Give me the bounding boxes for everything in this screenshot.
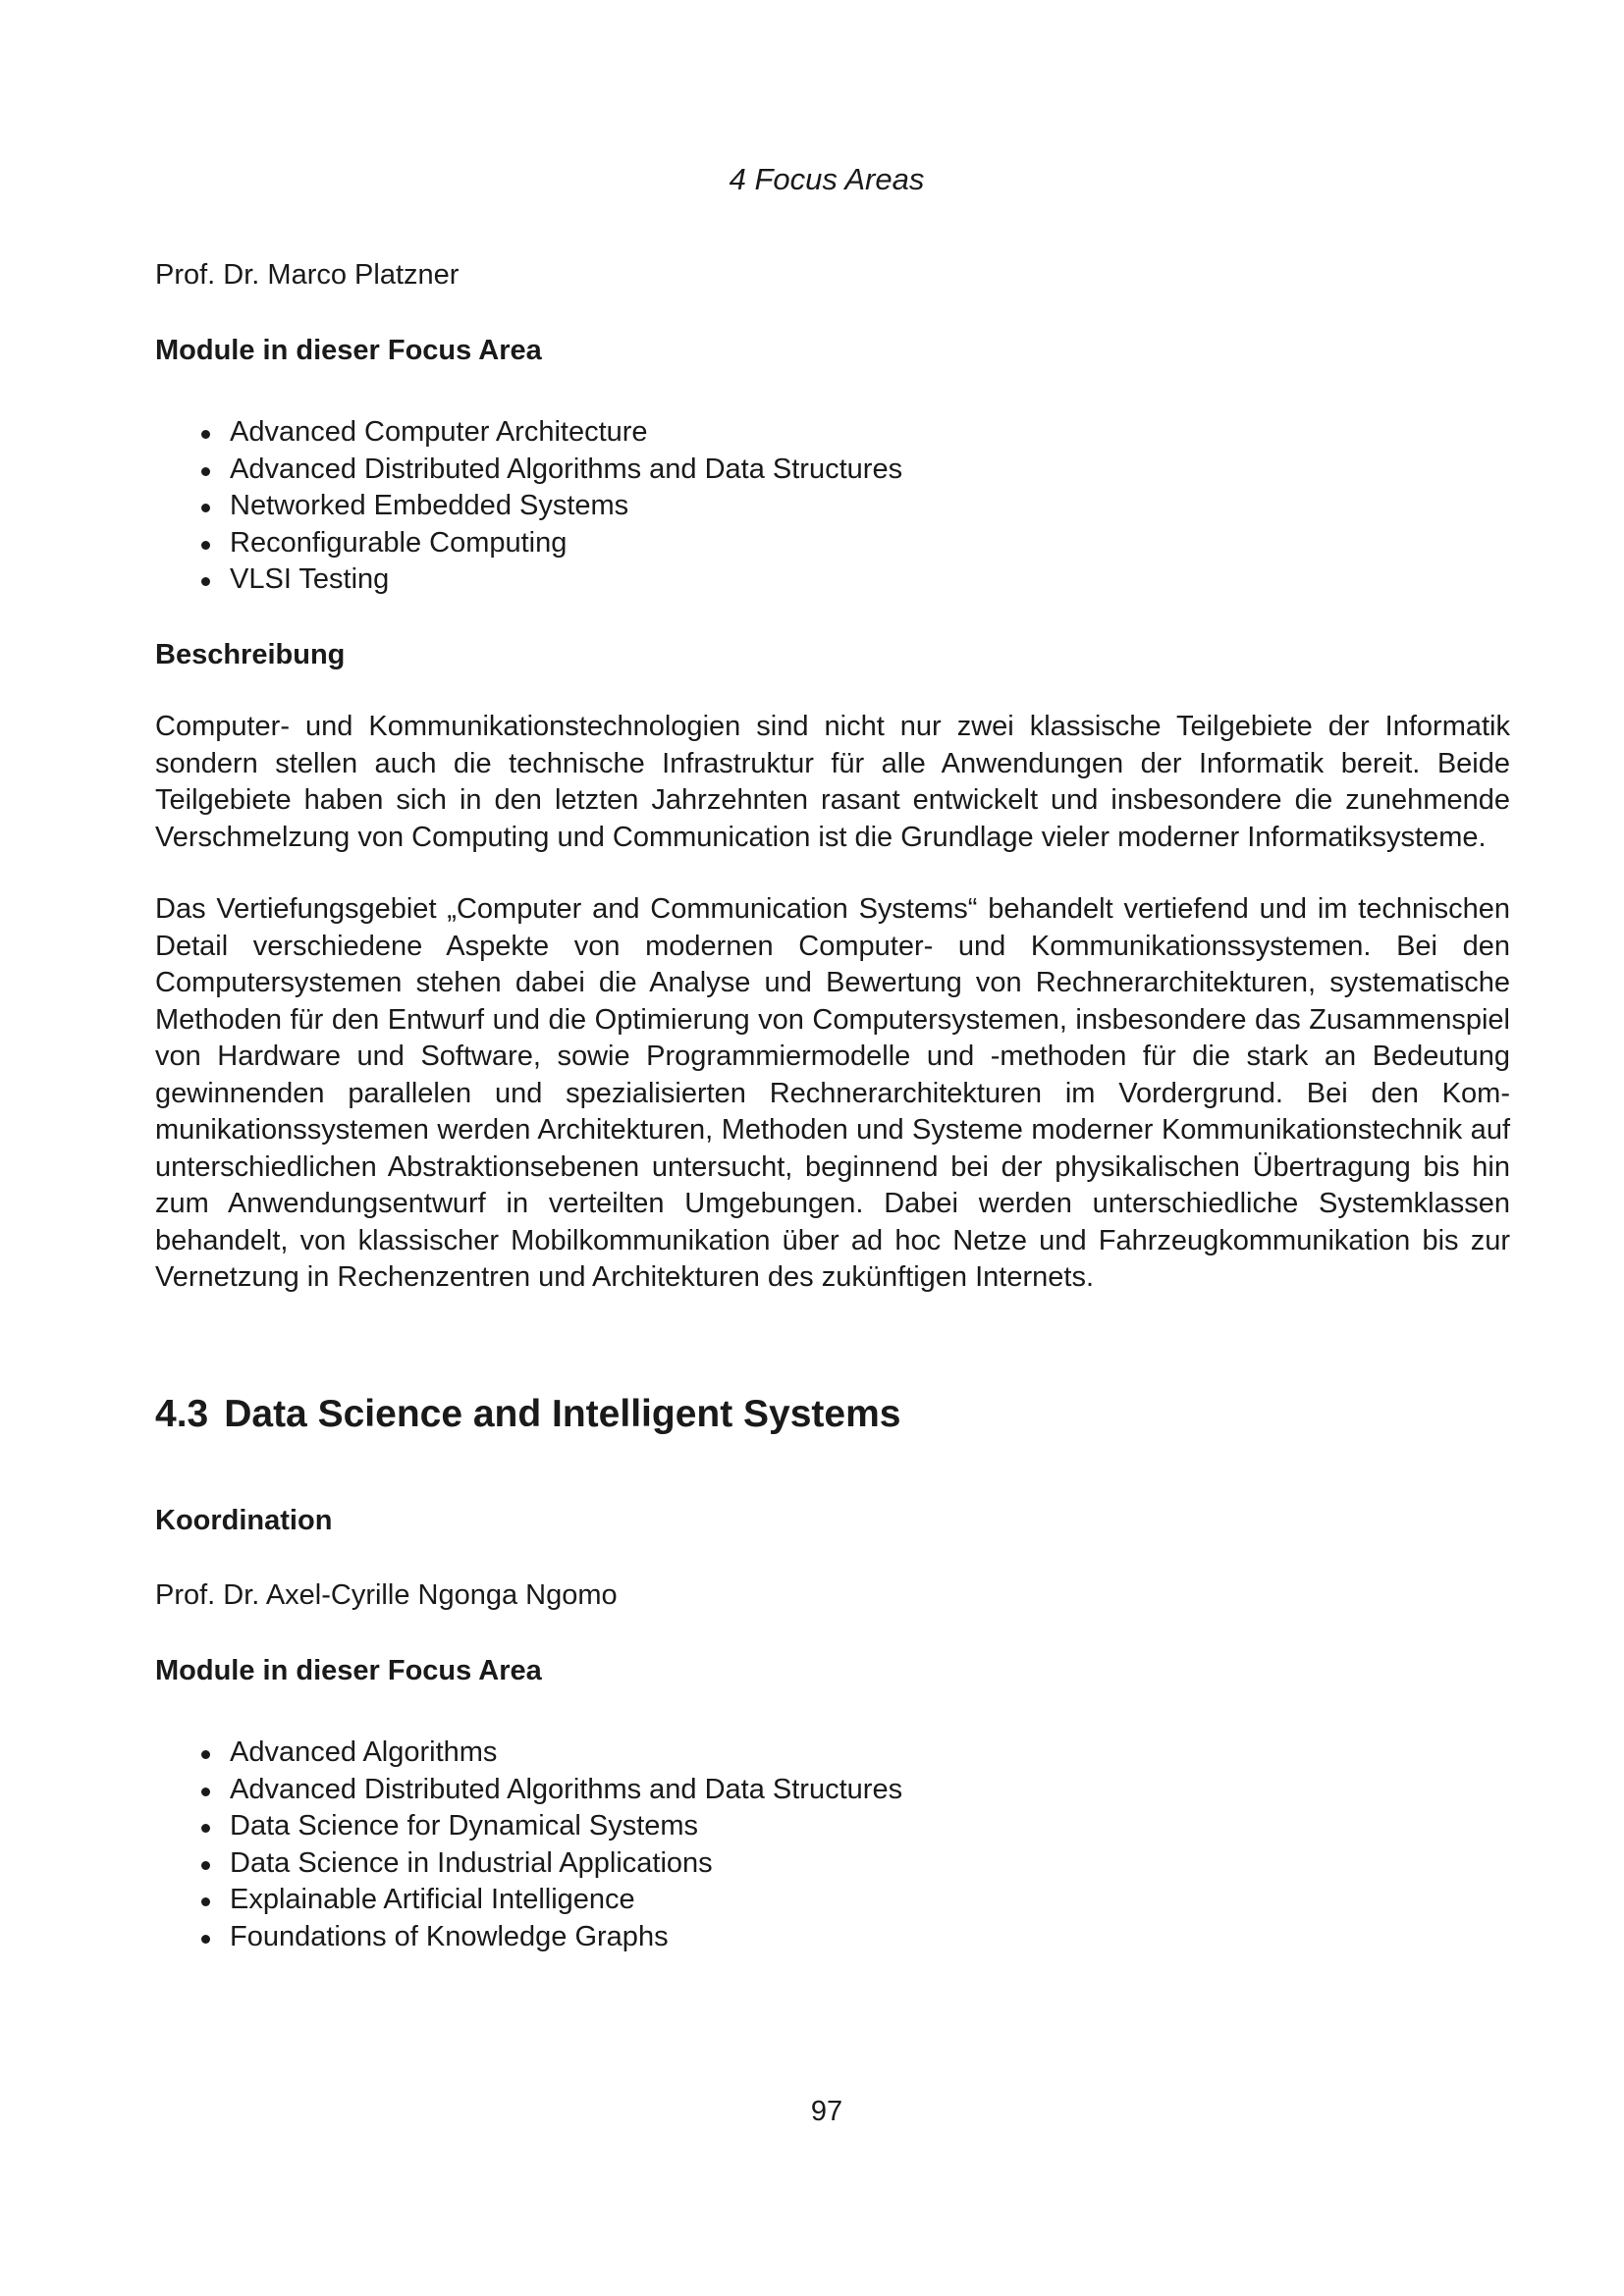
list-item: Foundations of Knowledge Graphs [198, 1919, 1510, 1956]
page-content [155, 257, 1510, 1955]
cc-module-list [155, 414, 1510, 599]
cc-coordinator-name: Prof. Dr. Marco Platzner [155, 259, 460, 291]
list-item: Advanced Algorithms [198, 1735, 1510, 1772]
ds-coordinator-name: Prof. Dr. Axel-Cyrille Ngonga Ngomo [155, 1579, 618, 1611]
list-item: VLSI Testing [198, 561, 1510, 599]
section-title: Data Science and Intelligent Systems [224, 1392, 901, 1435]
section-number: 4.3 [155, 1392, 209, 1435]
page-number: 97 [810, 2096, 843, 2127]
coordination-heading: Koordination [155, 1504, 333, 1536]
description-paragraph-1: Computer- und Kommunikationstechnologien sind nicht nur zwei klassische Teilgebiete der Informatik sondern stellen auch die technische Infrastruktur für alle Anwendungen der Informatik bereit. Beide Teilgebiete haben sich in den letzten Jahrzehnten rasant entwickelt und insbesondere die zunehmende Verschmelzung von Computing und Communication ist die Grundlage vieler moderner Informatiksysteme. [155, 711, 1510, 853]
list-item: Advanced Distributed Algorithms and Data Structures [198, 452, 1510, 489]
list-item: Data Science in Industrial Applications [198, 1845, 1510, 1883]
description-heading: Beschreibung [155, 638, 346, 670]
list-item: Advanced Distributed Algorithms and Data Structures [198, 1772, 1510, 1809]
running-header: 4 Focus Areas [729, 162, 925, 196]
list-item: Advanced Computer Architecture [198, 414, 1510, 452]
list-item: Explainable Artificial Intelligence [198, 1882, 1510, 1919]
cc-modules-heading: Module in dieser Focus Area [155, 334, 542, 366]
list-item: Networked Embedded Systems [198, 488, 1510, 525]
section-heading [155, 1391, 1510, 1438]
ds-module-list [155, 1735, 1510, 1955]
list-item: Reconfigurable Computing [198, 525, 1510, 562]
ds-modules-heading: Module in dieser Focus Area [155, 1654, 542, 1686]
description-paragraph-2: Das Vertiefungsgebiet „Computer and Communication Systems“ behandelt vertiefend und im technischen Detail verschiedene Aspekte von modernen Computer- und Kommunikationssystemen. Bei den Computersystemen stehen dabei die Analyse und Bewertung von Rechnerarchitekturen, systematische Methoden für den Entwurf und die Optimierung von Computersystemen, insbesondere das Zusammenspiel von Hardware und Software, sowie Programmiermodelle und -methoden für die stark an Bedeutung gewinnenden parallelen und spezialisierten Rechnerarchitekturen im Vordergrund. Bei den Kommunikationssystemen werden Architekturen, Methoden und Systeme moderner Kommunikationstechnik auf unterschiedlichen Abstraktionsebenen untersucht, beginnend bei der physikalischen Übertragung bis hin zum Anwendungsentwurf in verteilten Umgebungen. Dabei werden unterschiedliche Systemklassen behandelt, von klassischer Mobilkommunikation über ad hoc Netze und Fahrzeugkommunikation bis zur Vernetzung in Rechenzentren und Architekturen des zukünftigen Internets. [155, 893, 1510, 1293]
list-item: Data Science for Dynamical Systems [198, 1808, 1510, 1845]
